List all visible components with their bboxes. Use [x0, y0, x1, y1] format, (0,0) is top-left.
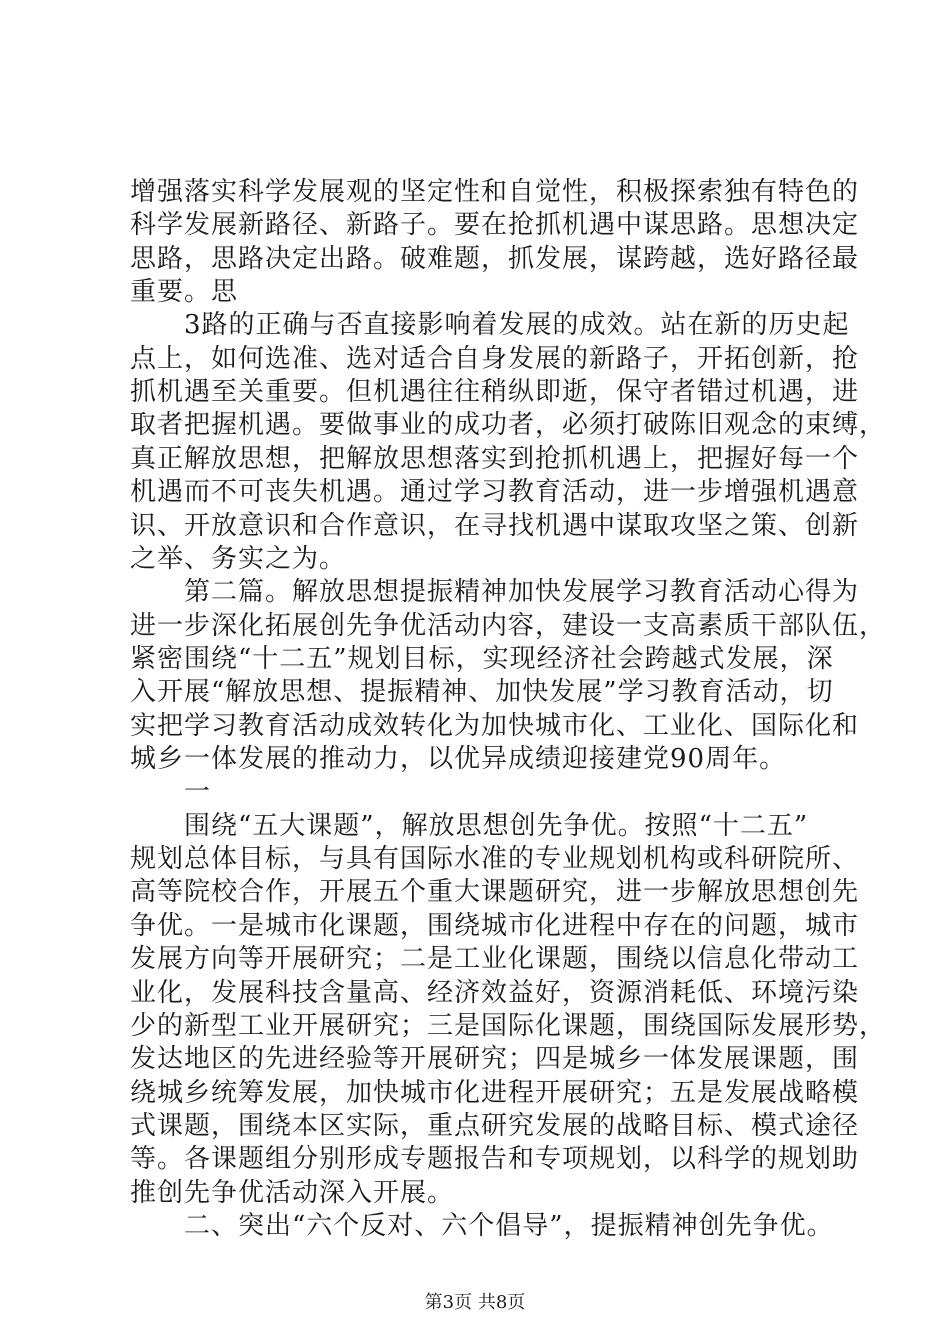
- text-line: 科学发展新路径、新路子。要在抢抓机遇中谋思路。思想决定: [130, 210, 860, 240]
- text-line: 取者把握机遇。要做事业的成功者，必须打破陈旧观念的束缚，: [130, 410, 887, 440]
- text-line: 3路的正确与否直接影响着发展的成效。站在新的历史起: [130, 310, 850, 340]
- text-line: 发达地区的先进经验等开展研究；四是城乡一体发展课题，围: [130, 1044, 860, 1074]
- text-line: 绕城乡统筹发展，加快城市化进程开展研究；五是发展战略模: [130, 1078, 860, 1108]
- text-line: 紧密围绕“十二五”规划目标，实现经济社会跨越式发展，深: [130, 644, 834, 674]
- text-line: 城乡一体发展的推动力，以优异成绩迎接建党90周年。: [130, 744, 787, 774]
- text-line: 真正解放思想，把解放思想落实到抢抓机遇上，把握好每一个: [130, 444, 860, 474]
- text-line: 之举、务实之为。: [130, 544, 347, 574]
- text-line: 第二篇。解放思想提振精神加快发展学习教育活动心得为: [130, 577, 860, 607]
- text-line: 实把学习教育活动成效转化为加快城市化、工业化、国际化和: [130, 711, 860, 741]
- text-line: 识、开放意识和合作意识，在寻找机遇中谋取攻坚之策、创新: [130, 511, 860, 541]
- text-line: 进一步深化拓展创先争优活动内容，建设一支高素质干部队伍，: [130, 611, 887, 641]
- text-line: 点上，如何选准、选对适合自身发展的新路子，开拓创新，抢: [130, 344, 860, 374]
- text-line: 式课题，围绕本区实际，重点研究发展的战略目标、模式途径: [130, 1111, 860, 1141]
- text-line: 思路，思路决定出路。破难题，抓发展，谋跨越，选好路径最: [130, 244, 860, 274]
- text-line: 入开展“解放思想、提振精神、加快发展”学习教育活动，切: [130, 677, 834, 707]
- text-line: 少的新型工业开展研究；三是国际化课题，围绕国际发展形势，: [130, 1011, 887, 1041]
- text-line: 抓机遇至关重要。但机遇往往稍纵即逝，保守者错过机遇，进: [130, 377, 860, 407]
- text-line: 围绕“五大课题”，解放思想创先争优。按照“十二五”: [130, 811, 809, 841]
- text-line: 业化，发展科技含量高、经济效益好，资源消耗低、环境污染: [130, 978, 860, 1008]
- text-line: 规划总体目标，与具有国际水准的专业规划机构或科研院所、: [130, 844, 860, 874]
- text-line: 发展方向等开展研究；二是工业化课题，围绕以信息化带动工: [130, 944, 860, 974]
- text-line: 增强落实科学发展观的坚定性和自觉性，积极探索独有特色的: [130, 177, 860, 207]
- text-line: 二、突出“六个反对、六个倡导”，提振精神创先争优。: [130, 1211, 834, 1241]
- text-line: 推创先争优活动深入开展。: [130, 1178, 455, 1208]
- text-line: 等。各课题组分别形成专题报告和专项规划，以科学的规划助: [130, 1144, 860, 1174]
- text-line: 争优。一是城市化课题，围绕城市化进程中存在的问题，城市: [130, 911, 860, 941]
- page-number-footer: 第3页 共8页: [424, 1292, 526, 1313]
- text-line: 机遇而不可丧失机遇。通过学习教育活动，进一步增强机遇意: [130, 477, 860, 507]
- text-line: 重要。思: [130, 277, 239, 307]
- text-line: 一: [130, 777, 212, 807]
- text-line: 高等院校合作，开展五个重大课题研究，进一步解放思想创先: [130, 877, 860, 907]
